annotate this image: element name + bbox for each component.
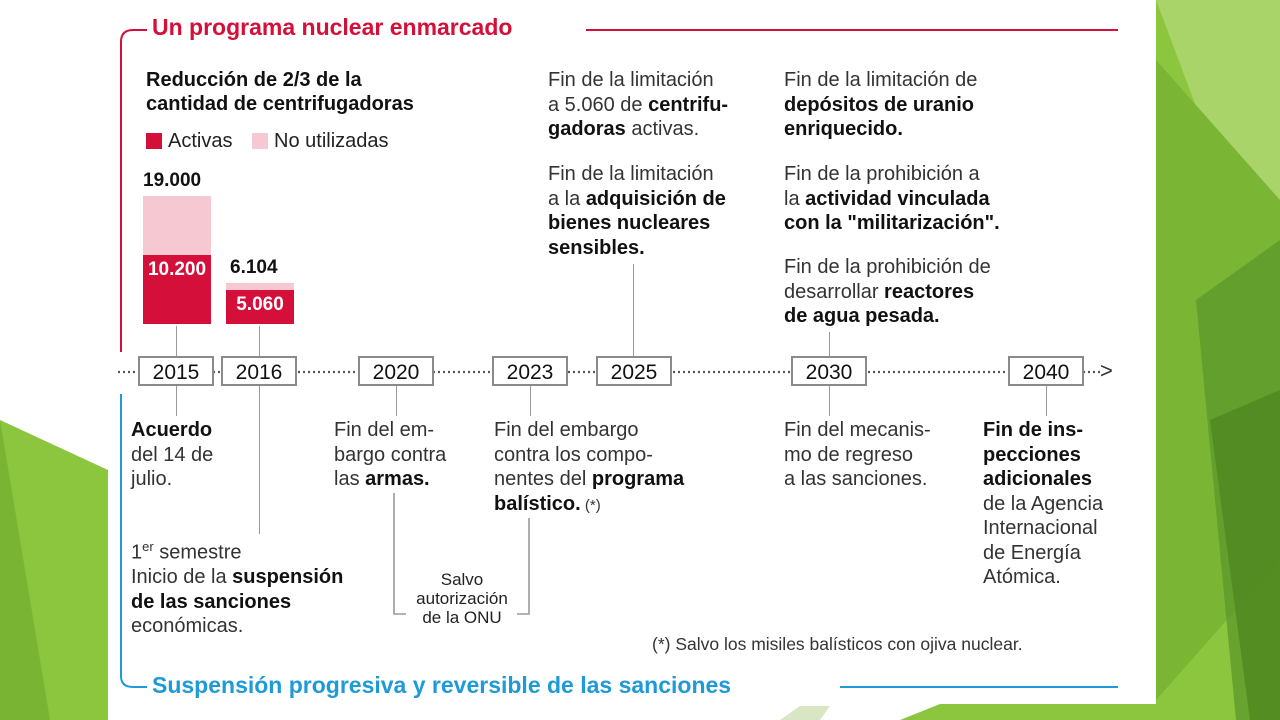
note-2015-acuerdo: Acuerdo del 14 de julio.	[131, 419, 214, 490]
footnote: (*) Salvo los misiles balísticos con ojiva nuclear.	[652, 634, 1023, 654]
note-2030-militarizacion: Fin de la prohibición a la actividad vinculada con la "militarización".	[784, 163, 1000, 234]
note-2040-inspecciones: Fin de ins- pecciones adicionales de la Agencia Internacional de Energía Atómica.	[983, 419, 1104, 588]
note-2030-uranio: Fin de la limitación de depósitos de uranio enriquecido.	[784, 69, 978, 140]
bar-total-2016: 6.104	[230, 256, 278, 278]
year-2030: 2030	[791, 356, 867, 386]
year-2016: 2016	[221, 356, 297, 386]
note-2025-centrifugadoras: Fin de la limitación a 5.060 de centrifu- gadoras activas.	[548, 69, 729, 140]
note-onu: Salvo autorización de la ONU	[416, 570, 508, 627]
note-2023-balistico: Fin del embargo contra los compo- nentes del programa balístico. (*)	[494, 419, 685, 515]
note-2020-armas: Fin del em- bargo contra las armas.	[334, 419, 447, 490]
legend-label-unused: No utilizadas	[274, 130, 389, 152]
legend-label-active: Activas	[168, 130, 233, 152]
title-top: Un programa nuclear enmarcado	[152, 14, 513, 40]
title-bottom: Suspensión progresiva y reversible de las sanciones	[152, 672, 732, 698]
year-2020: 2020	[358, 356, 434, 386]
bar-label-active-2016: 5.060	[236, 293, 284, 315]
bar-label-active-2015: 10.200	[147, 259, 207, 281]
note-2016-suspension: 1er semestre Inicio de la suspensión de las sanciones económicas.	[131, 539, 344, 638]
note-2030-mecanismo: Fin del mecanis- mo de regreso a las sanciones.	[784, 419, 931, 490]
timeline-arrow-icon: >	[1100, 358, 1113, 383]
bar-total-2015: 19.000	[143, 170, 202, 191]
year-2025: 2025	[596, 356, 672, 386]
year-2040: 2040	[1008, 356, 1084, 386]
year-2023: 2023	[492, 356, 568, 386]
year-2015: 2015	[138, 356, 214, 386]
chart-title: Reducción de 2/3 de la cantidad de centrifugadoras	[146, 69, 414, 115]
note-2030-reactores: Fin de la prohibición de desarrollar reactores de agua pesada.	[784, 256, 991, 327]
note-2025-bienes: Fin de la limitación a la adquisición de bienes nucleares sensibles.	[548, 163, 726, 259]
